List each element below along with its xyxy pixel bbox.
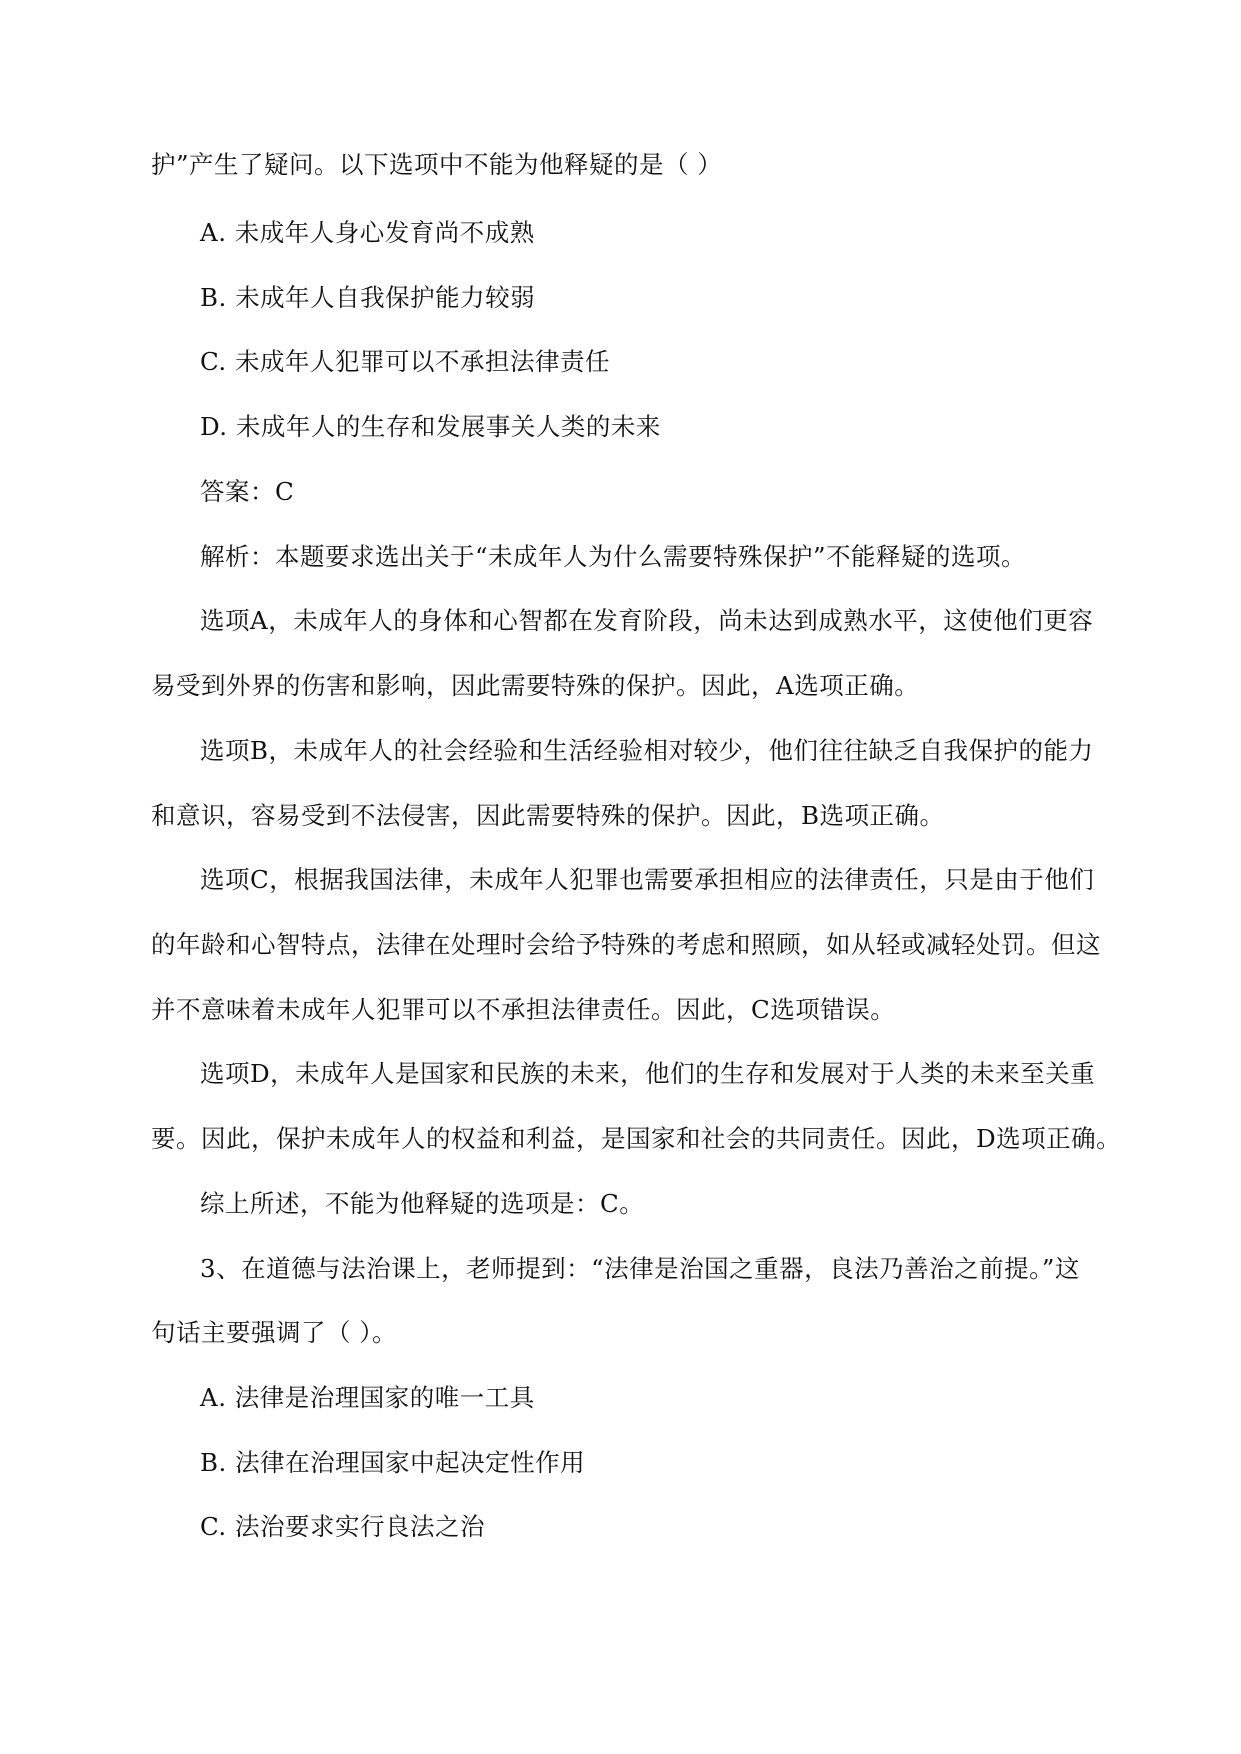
analysis-intro: 解析：本题要求选出关于“未成年人为什么需要特殊保护”不能释疑的选项。 <box>200 542 1027 571</box>
question-3-option-a: A. 法律是治理国家的唯一工具 <box>200 1383 535 1412</box>
option-d: D. 未成年人的生存和发展事关人类的未来 <box>200 412 661 441</box>
answer-line: 答案：C <box>200 477 295 506</box>
analysis-c-line-3: 并不意味着未成年人犯罪可以不承担法律责任。因此，C选项错误。 <box>151 995 896 1024</box>
option-c: C. 未成年人犯罪可以不承担法律责任 <box>200 347 610 376</box>
question-3-option-b: B. 法律在治理国家中起决定性作用 <box>200 1448 586 1477</box>
analysis-a-line-1: 选项A，未成年人的身体和心智都在发育阶段，尚未达到成熟水平，这使他们更容 <box>200 606 1094 635</box>
question-3-option-c: C. 法治要求实行良法之治 <box>200 1512 485 1541</box>
question-3-stem-line-2: 句话主要强调了（ ）。 <box>151 1318 398 1347</box>
analysis-c-line-1: 选项C，根据我国法律，未成年人犯罪也需要承担相应的法律责任，只是由于他们 <box>200 865 1095 894</box>
analysis-a-line-2: 易受到外界的伤害和影响，因此需要特殊的保护。因此，A选项正确。 <box>151 671 920 700</box>
analysis-d-line-2: 要。因此，保护未成年人的权益和利益，是国家和社会的共同责任。因此，D选项正确。 <box>151 1124 1122 1153</box>
analysis-b-line-1: 选项B，未成年人的社会经验和生活经验相对较少，他们往往缺乏自我保护的能力 <box>200 736 1094 765</box>
analysis-b-line-2: 和意识，容易受到不法侵害，因此需要特殊的保护。因此，B选项正确。 <box>151 801 945 830</box>
analysis-summary: 综上所述，不能为他释疑的选项是：C。 <box>200 1189 645 1218</box>
option-a: A. 未成年人身心发育尚不成熟 <box>200 218 535 247</box>
analysis-d-line-1: 选项D，未成年人是国家和民族的未来，他们的生存和发展对于人类的未来至关重 <box>200 1059 1096 1088</box>
analysis-c-line-2: 的年龄和心智特点，法律在处理时会给予特殊的考虑和照顾，如从轻或减轻处罚。但这 <box>151 930 1101 959</box>
question-3-stem-line-1: 3、在道德与法治课上，老师提到：“法律是治国之重器，良法乃善治之前提。”这 <box>200 1254 1080 1283</box>
question-stem-continuation: 护”产生了疑问。以下选项中不能为他释疑的是（ ） <box>151 150 723 179</box>
option-b: B. 未成年人自我保护能力较弱 <box>200 283 536 312</box>
